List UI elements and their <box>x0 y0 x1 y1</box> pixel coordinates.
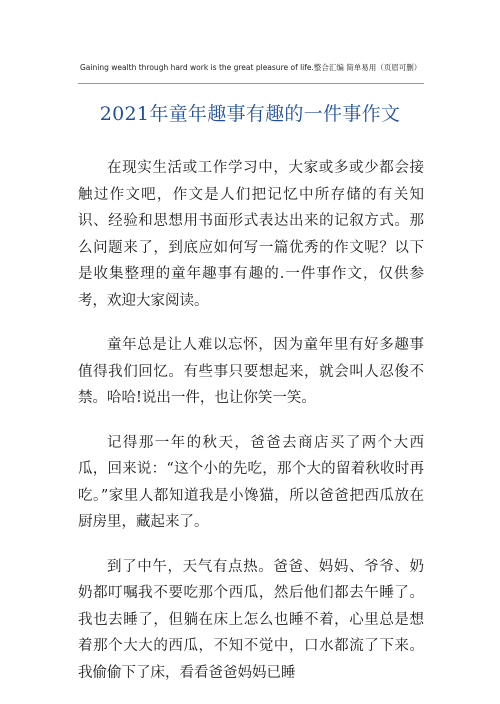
header-divider <box>78 83 424 84</box>
paragraph-watermelon: 记得那一年的秋天，爸爸去商店买了两个大西瓜，回来说：“这个小的先吃，那个大的留着秋收时再吃。”家里人都知道我是小馋猫，所以爸爸把西瓜放在厨房里，藏起来了。 <box>78 434 424 530</box>
page-header: Gaining wealth through hard work is the great pleasure of life.整合汇编 简单易用（页眉可删） <box>80 63 422 72</box>
document-title: 2021年童年趣事有趣的一件事作文 <box>99 103 401 125</box>
document-body <box>78 155 424 704</box>
paragraph-childhood: 童年总是让人难以忘怀，因为童年里有好多趣事值得我们回忆。有些事只要想起来，就会叫人忍俊不禁。哈哈!说出一件，也让你笑一笑。 <box>78 337 424 406</box>
paragraph-noon: 到了中午，天气有点热。爸爸、妈妈、爷爷、奶奶都叮嘱我不要吃那个西瓜，然后他们都去午睡了。我也去睡了，但躺在床上怎么也睡不着，心里总是想着那个大大的西瓜，不知不觉中，口水都流了下来。我偷偷下了床，看看爸爸妈妈已睡 <box>78 558 424 681</box>
paragraph-intro: 在现实生活或工作学习中，大家或多或少都会接触过作文吧，作文是人们把记忆中所存储的有关知识、经验和思想用书面形式表达出来的记叙方式。那么问题来了，到底应如何写一篇优秀的作文呢？以下是收集整理的童年趣事有趣的.一件事作文，仅供参考，欢迎大家阅读。 <box>78 160 424 309</box>
